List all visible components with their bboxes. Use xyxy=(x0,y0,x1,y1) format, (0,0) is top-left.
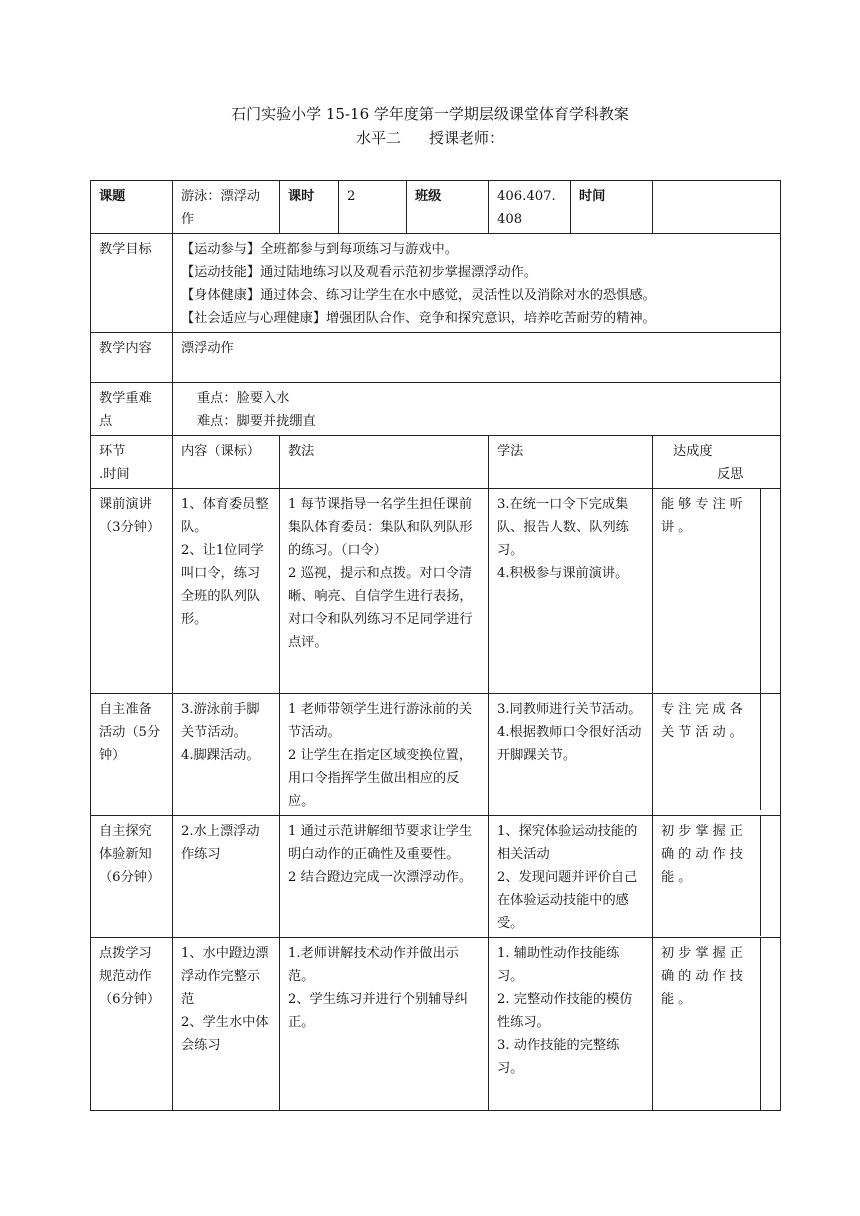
row-content: 3.游泳前手脚关节活动。 4.脚踝活动。 xyxy=(173,694,280,816)
column-header-row xyxy=(91,436,781,489)
key-point: 重点：脸要入水 xyxy=(197,391,290,406)
col-learning: 学法 xyxy=(489,436,653,489)
class-label: 班级 xyxy=(407,181,489,234)
goal-item: 【运动参与】全班都参与到每项练习与游戏中。 xyxy=(181,242,458,257)
table-row xyxy=(91,938,781,1111)
row-stage: 自主探究体验新知（6分钟） xyxy=(91,816,173,938)
goal-item: 【社会适应与心理健康】增强团队合作、竞争和探究意识，培养吃苦耐劳的精神。 xyxy=(181,311,656,326)
col-content: 内容（课标） xyxy=(173,436,280,489)
content-label: 教学内容 xyxy=(91,333,173,383)
keypoints-label: 教学重难点 xyxy=(91,383,173,436)
row-stage: 课前演讲（3分钟） xyxy=(91,489,173,694)
row-achievement: 初步掌握正确的动作技能。 xyxy=(653,938,761,1110)
period-value: 2 xyxy=(339,181,407,234)
row-evaluation xyxy=(653,816,781,938)
col-achievement xyxy=(653,436,781,489)
row-reflection xyxy=(761,489,780,693)
row-learning: 1. 辅助性动作技能练习。 2. 完整动作技能的模仿性练习。 3. 动作技能的完整练习。 xyxy=(489,938,653,1111)
row-achievement: 专注完成各关节活动。 xyxy=(653,694,761,810)
time-value xyxy=(653,181,781,234)
row-reflection xyxy=(761,816,780,936)
goal-item: 【身体健康】通过体会、练习让学生在水中感觉，灵活性以及消除对水的恐惧感。 xyxy=(181,288,656,303)
row-achievement: 能够专注听讲。 xyxy=(653,489,761,693)
row-reflection xyxy=(761,938,780,1110)
row-learning: 3.在统一口令下完成集队、报告人数、队列练习。 4.积极参与课前演讲。 xyxy=(489,489,653,694)
goals-label: 教学目标 xyxy=(91,234,173,333)
goal-item: 【运动技能】通过陆地练习以及观看示范初步掌握漂浮动作。 xyxy=(181,265,538,280)
row-evaluation xyxy=(653,938,781,1111)
table-row xyxy=(91,816,781,938)
row-content: 1、水中蹬边漂浮动作完整示范 2、学生水中体会练习 xyxy=(173,938,280,1111)
teacher-label: 授课老师： xyxy=(429,129,505,147)
row-learning: 1、探究体验运动技能的相关活动 2、发现问题并评价自己在体验运动技能中的感受。 xyxy=(489,816,653,938)
level-label: 水平二 xyxy=(355,129,401,147)
goals-list xyxy=(173,234,781,333)
page-title: 石门实验小学 15-16 学年度第一学期层级课堂体育学科教案 xyxy=(231,105,629,123)
period-label: 课时 xyxy=(280,181,339,234)
col-reflection-label: 反思 xyxy=(717,467,744,482)
class-value: 406.407.408 xyxy=(489,181,571,234)
row-teaching: 1.老师讲解技术动作并做出示范。 2、学生练习并进行个别辅导纠正。 xyxy=(280,938,489,1111)
topic-value: 游泳：漂浮动作 xyxy=(173,181,280,234)
keypoints-row xyxy=(91,383,781,436)
info-row xyxy=(91,181,781,234)
col-teaching: 教法 xyxy=(280,436,489,489)
table-row xyxy=(91,489,781,694)
row-content: 1、体育委员整队。 2、让1位同学叫口令，练习全班的队列队形。 xyxy=(173,489,280,694)
col-achievement-label: 达成度 xyxy=(673,444,713,459)
row-teaching: 1 通过示范讲解细节要求让学生明白动作的正确性及重要性。 2 结合蹬边完成一次漂浮动作。 xyxy=(280,816,489,938)
topic-label: 课题 xyxy=(91,181,173,234)
time-label: 时间 xyxy=(571,181,653,234)
row-content: 2.水上漂浮动作练习 xyxy=(173,816,280,938)
table-row xyxy=(91,694,781,816)
row-teaching: 1 老师带领学生进行游泳前的关节活动。 2 让学生在指定区域变换位置，用口令指挥学生做出相应的反应。 xyxy=(280,694,489,816)
row-teaching: 1 每节课指导一名学生担任课前集队体育委员：集队和队列队形的练习。（口令） 2 巡视，提示和点拨。对口令清晰、响亮、自信学生进行表扬，对口令和队列练习不足同学进行点评。 xyxy=(280,489,489,694)
row-reflection xyxy=(761,694,780,810)
lesson-plan-table xyxy=(90,180,781,1111)
row-stage: 点拨学习规范动作（6分钟） xyxy=(91,938,173,1111)
row-achievement: 初步掌握正确的动作技能。 xyxy=(653,816,761,936)
goals-row xyxy=(91,234,781,333)
row-evaluation xyxy=(653,694,781,816)
row-evaluation xyxy=(653,489,781,694)
row-learning: 3.同教师进行关节活动。 4.根据教师口令很好活动开脚踝关节。 xyxy=(489,694,653,816)
col-stage: 环节 .时间 xyxy=(91,436,173,489)
page-subtitle xyxy=(0,128,860,148)
content-value: 漂浮动作 xyxy=(173,333,781,383)
content-row xyxy=(91,333,781,383)
keypoints-value xyxy=(173,383,781,436)
difficult-point: 难点：脚要并拢绷直 xyxy=(197,414,316,429)
row-stage: 自主准备活动（5分钟） xyxy=(91,694,173,816)
